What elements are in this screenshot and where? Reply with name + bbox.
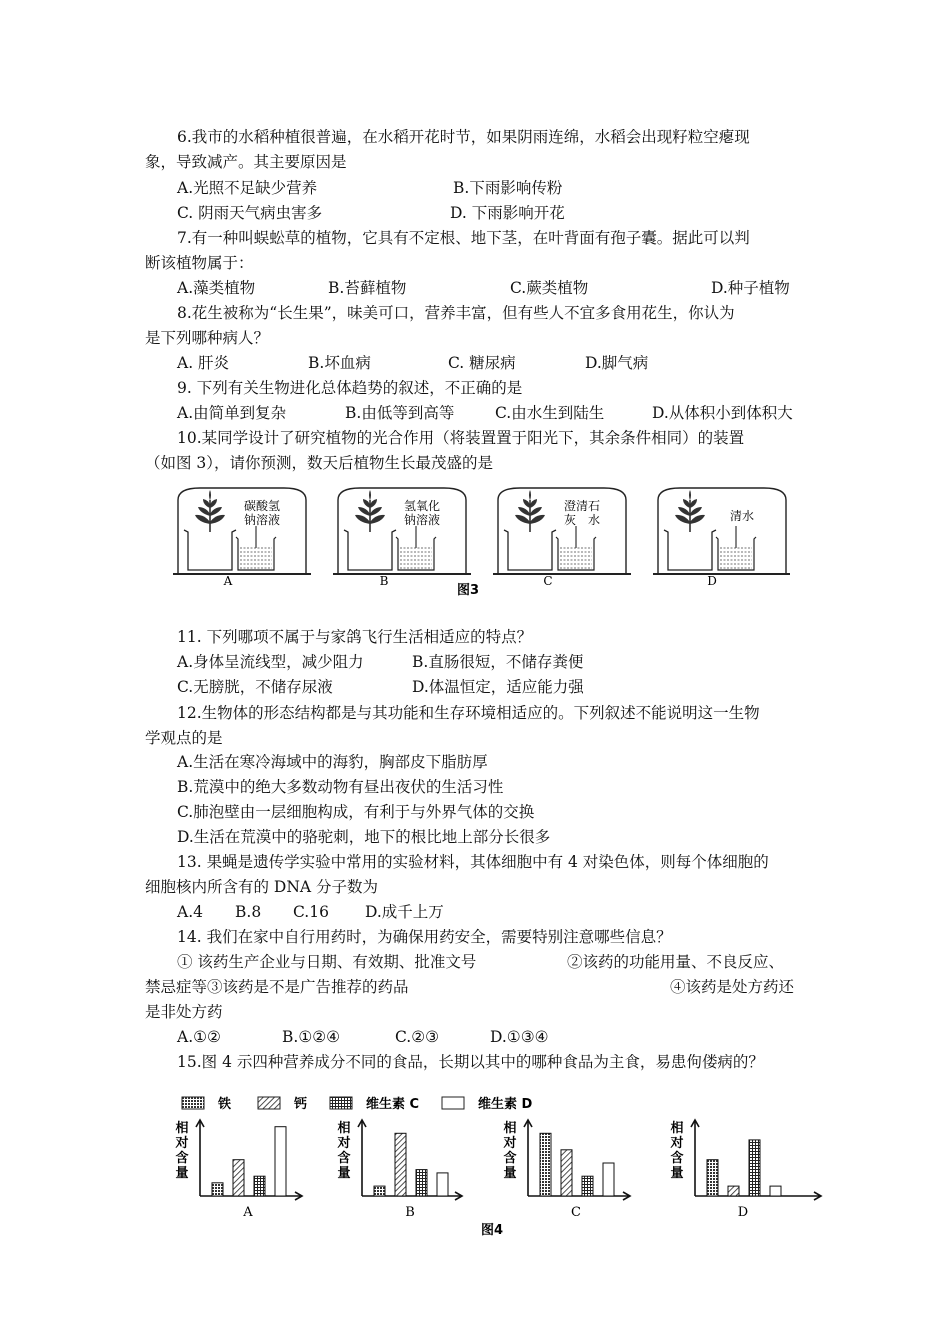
q12-option-c: C.肺泡壁由一层细胞构成，有利于与外界气体的交换 <box>177 803 535 821</box>
q13-stem-1: 13. 果蝇是遗传学实验中常用的实验材料，其体细胞中有 4 对染色体，则每个体细胞的 <box>177 853 769 871</box>
legend-label-0: 铁 <box>218 1097 232 1112</box>
legend-label-3: 维生素 D <box>478 1097 533 1112</box>
legend-swatch-2 <box>330 1097 352 1109</box>
q14-item-2-cont: 禁忌症等③该药是不是广告推荐的药品 <box>145 978 409 996</box>
bar-B-维生素 C <box>416 1170 427 1196</box>
q6-option-a: A.光照不足缺少营养 <box>177 179 318 197</box>
setup-a <box>173 488 311 588</box>
y-axis-label-char: 对 <box>175 1136 189 1151</box>
q7-option-a: A.藻类植物 <box>177 279 256 297</box>
chart-panel-D <box>669 1120 821 1220</box>
bar-C-维生素 C <box>582 1176 593 1196</box>
q11-option-a: A.身体呈流线型，减少阻力 <box>177 653 364 671</box>
q13-stem-2: 细胞核内所含有的 DNA 分子数为 <box>145 878 379 896</box>
q14-option-b: B.①②④ <box>282 1028 341 1046</box>
bar-B-铁 <box>374 1186 385 1196</box>
figure-4-chart <box>170 1088 830 1238</box>
setup-d-solution-1: 清水 <box>729 509 755 523</box>
q13-option-b: B.8 <box>235 903 262 921</box>
bar-D-钙 <box>728 1186 739 1196</box>
q6-option-b: B.下雨影响传粉 <box>453 179 563 197</box>
legend-swatch-1 <box>258 1097 280 1109</box>
bar-A-钙 <box>233 1160 244 1196</box>
q13-option-c: C.16 <box>293 903 329 921</box>
setup-c <box>493 488 631 588</box>
q12-option-d: D.生活在荒漠中的骆驼刺，地下的根比地上部分长很多 <box>177 828 551 846</box>
q7-option-b: B.苔藓植物 <box>328 279 407 297</box>
setup-d-label: D <box>707 574 717 588</box>
q7-stem-1: 7.有一种叫蜈蚣草的植物，它具有不定根、地下茎，在叶背面有孢子囊。据此可以判 <box>177 229 750 247</box>
q10-stem-2: （如图 3），请你预测，数天后植物生长最茂盛的是 <box>145 454 494 472</box>
q14-option-c: C.②③ <box>395 1028 440 1046</box>
bar-B-维生素 D <box>437 1173 448 1196</box>
q9-stem: 9. 下列有关生物进化总体趋势的叙述，不正确的是 <box>177 379 523 397</box>
panel-label-A: A <box>243 1205 253 1220</box>
y-axis-label-char: 量 <box>175 1166 189 1181</box>
y-axis-label-char: 量 <box>503 1166 517 1181</box>
q6-stem-1: 6.我市的水稻种植很普遍，在水稻开花时节，如果阴雨连绵，水稻会出现籽粒空瘪现 <box>177 128 750 146</box>
q11-stem: 11. 下列哪项不属于与家鸽飞行生活相适应的特点？ <box>177 628 533 646</box>
bar-B-钙 <box>395 1133 406 1196</box>
setup-a-label: A <box>223 574 233 588</box>
bar-D-维生素 C <box>749 1140 760 1196</box>
q8-stem-1: 8.花生被称为“长生果”，味美可口，营养丰富，但有些人不宜多食用花生，你认为 <box>177 304 735 322</box>
q14-option-a: A.①② <box>177 1028 221 1046</box>
q8-stem-2: 是下列哪种病人？ <box>145 329 270 347</box>
setup-b-solution-1: 氢氧化 <box>403 499 441 513</box>
panel-label-C: C <box>571 1205 581 1220</box>
legend-label-1: 钙 <box>294 1097 308 1112</box>
q15-stem: 15.图 4 示四种营养成分不同的食品，长期以其中的哪种食品为主食，易患佝偻病的？ <box>177 1053 764 1071</box>
figure-3 <box>170 482 790 600</box>
q14-item-4-cont: 是非处方药 <box>145 1003 223 1021</box>
q7-stem-2: 断该植物属于： <box>145 254 254 272</box>
q7-option-c: C.蕨类植物 <box>510 279 589 297</box>
q14-item-1: ① 该药生产企业与日期、有效期、批准文号 <box>177 953 477 971</box>
q14-item-2: ②该药的功能用量、不良反应、 <box>567 953 785 971</box>
setup-c-solution-2: 灰 水 <box>563 513 601 527</box>
setup-a-solution-1: 碳酸氢 <box>243 499 281 513</box>
y-axis-label-char: 量 <box>670 1166 684 1181</box>
setup-c-label: C <box>543 574 553 588</box>
q8-option-a: A. 肝炎 <box>177 354 230 372</box>
y-axis-label-char: 对 <box>503 1136 517 1151</box>
q14-option-d: D.①③④ <box>490 1028 549 1046</box>
figure-3-caption: 图3 <box>456 583 480 598</box>
q9-option-b: B.由低等到高等 <box>345 404 455 422</box>
q8-option-c: C. 糖尿病 <box>448 354 516 372</box>
legend-label-2: 维生素 C <box>366 1097 420 1112</box>
q8-option-d: D.脚气病 <box>585 354 649 372</box>
q6-stem-2: 象，导致减产。其主要原因是 <box>145 153 347 171</box>
q13-option-d: D.成千上万 <box>365 903 444 921</box>
bar-D-维生素 D <box>770 1186 781 1196</box>
y-axis-label-char: 含 <box>670 1151 684 1166</box>
q9-option-c: C.由水生到陆生 <box>495 404 605 422</box>
q6-option-d: D. 下雨影响开花 <box>450 204 565 222</box>
y-axis-label-char: 含 <box>503 1151 517 1166</box>
q9-option-a: A.由简单到复杂 <box>177 404 287 422</box>
chart-panel-C <box>502 1120 630 1220</box>
bar-C-维生素 D <box>603 1163 614 1196</box>
setup-c-solution-1: 澄清石 <box>563 499 601 513</box>
legend-swatch-0 <box>182 1097 204 1109</box>
y-axis-label-char: 量 <box>337 1166 351 1181</box>
setup-b-label: B <box>379 574 389 588</box>
figure-4-caption: 图4 <box>480 1223 504 1238</box>
q13-option-a: A.4 <box>177 903 203 921</box>
y-axis-label-char: 相 <box>503 1121 517 1136</box>
legend-swatch-3 <box>442 1097 464 1109</box>
panel-label-D: D <box>737 1205 749 1220</box>
setup-b-solution-2: 钠溶液 <box>403 513 441 527</box>
bar-C-铁 <box>540 1133 551 1196</box>
q9-option-d: D.从体积小到体积大 <box>652 404 793 422</box>
setup-d <box>653 488 790 588</box>
q11-option-c: C.无膀胱，不储存尿液 <box>177 678 333 696</box>
bar-D-铁 <box>707 1160 718 1196</box>
q7-option-d: D.种子植物 <box>711 279 790 297</box>
q6-option-c: C. 阴雨天气病虫害多 <box>177 204 323 222</box>
y-axis-label-char: 含 <box>175 1151 189 1166</box>
q12-stem-2: 学观点的是 <box>145 729 223 747</box>
setup-b <box>333 488 471 588</box>
bar-C-钙 <box>561 1150 572 1196</box>
q10-stem-1: 10.某同学设计了研究植物的光合作用（将装置置于阳光下，其余条件相同）的装置 <box>177 429 745 447</box>
q11-option-b: B.直肠很短，不储存粪便 <box>412 653 584 671</box>
bar-A-维生素 D <box>275 1127 286 1196</box>
y-axis-label-char: 对 <box>670 1136 684 1151</box>
bar-A-维生素 C <box>254 1176 265 1196</box>
setup-a-solution-2: 钠溶液 <box>243 513 281 527</box>
q12-option-b: B.荒漠中的绝大多数动物有昼出夜伏的生活习性 <box>177 778 504 796</box>
q14-item-4: ④该药是处方药还 <box>670 978 795 996</box>
y-axis-label-char: 相 <box>337 1121 351 1136</box>
y-axis-label-char: 相 <box>670 1121 684 1136</box>
chart-panel-A <box>174 1120 302 1220</box>
q8-option-b: B.坏血病 <box>308 354 371 372</box>
q14-stem: 14. 我们在家中自行用药时，为确保用药安全，需要特别注意哪些信息？ <box>177 928 672 946</box>
bar-A-铁 <box>212 1183 223 1196</box>
q12-option-a: A.生活在寒冷海域中的海豹，胸部皮下脂肪厚 <box>177 753 488 771</box>
panel-label-B: B <box>405 1205 415 1220</box>
q11-option-d: D.体温恒定，适应能力强 <box>412 678 584 696</box>
y-axis-label-char: 相 <box>175 1121 189 1136</box>
y-axis-label-char: 对 <box>337 1136 351 1151</box>
q12-stem-1: 12.生物体的形态结构都是与其功能和生存环境相适应的。下列叙述不能说明这一生物 <box>177 704 760 722</box>
chart-legend <box>182 1096 533 1112</box>
chart-panel-B <box>336 1120 462 1220</box>
y-axis-label-char: 含 <box>337 1151 351 1166</box>
